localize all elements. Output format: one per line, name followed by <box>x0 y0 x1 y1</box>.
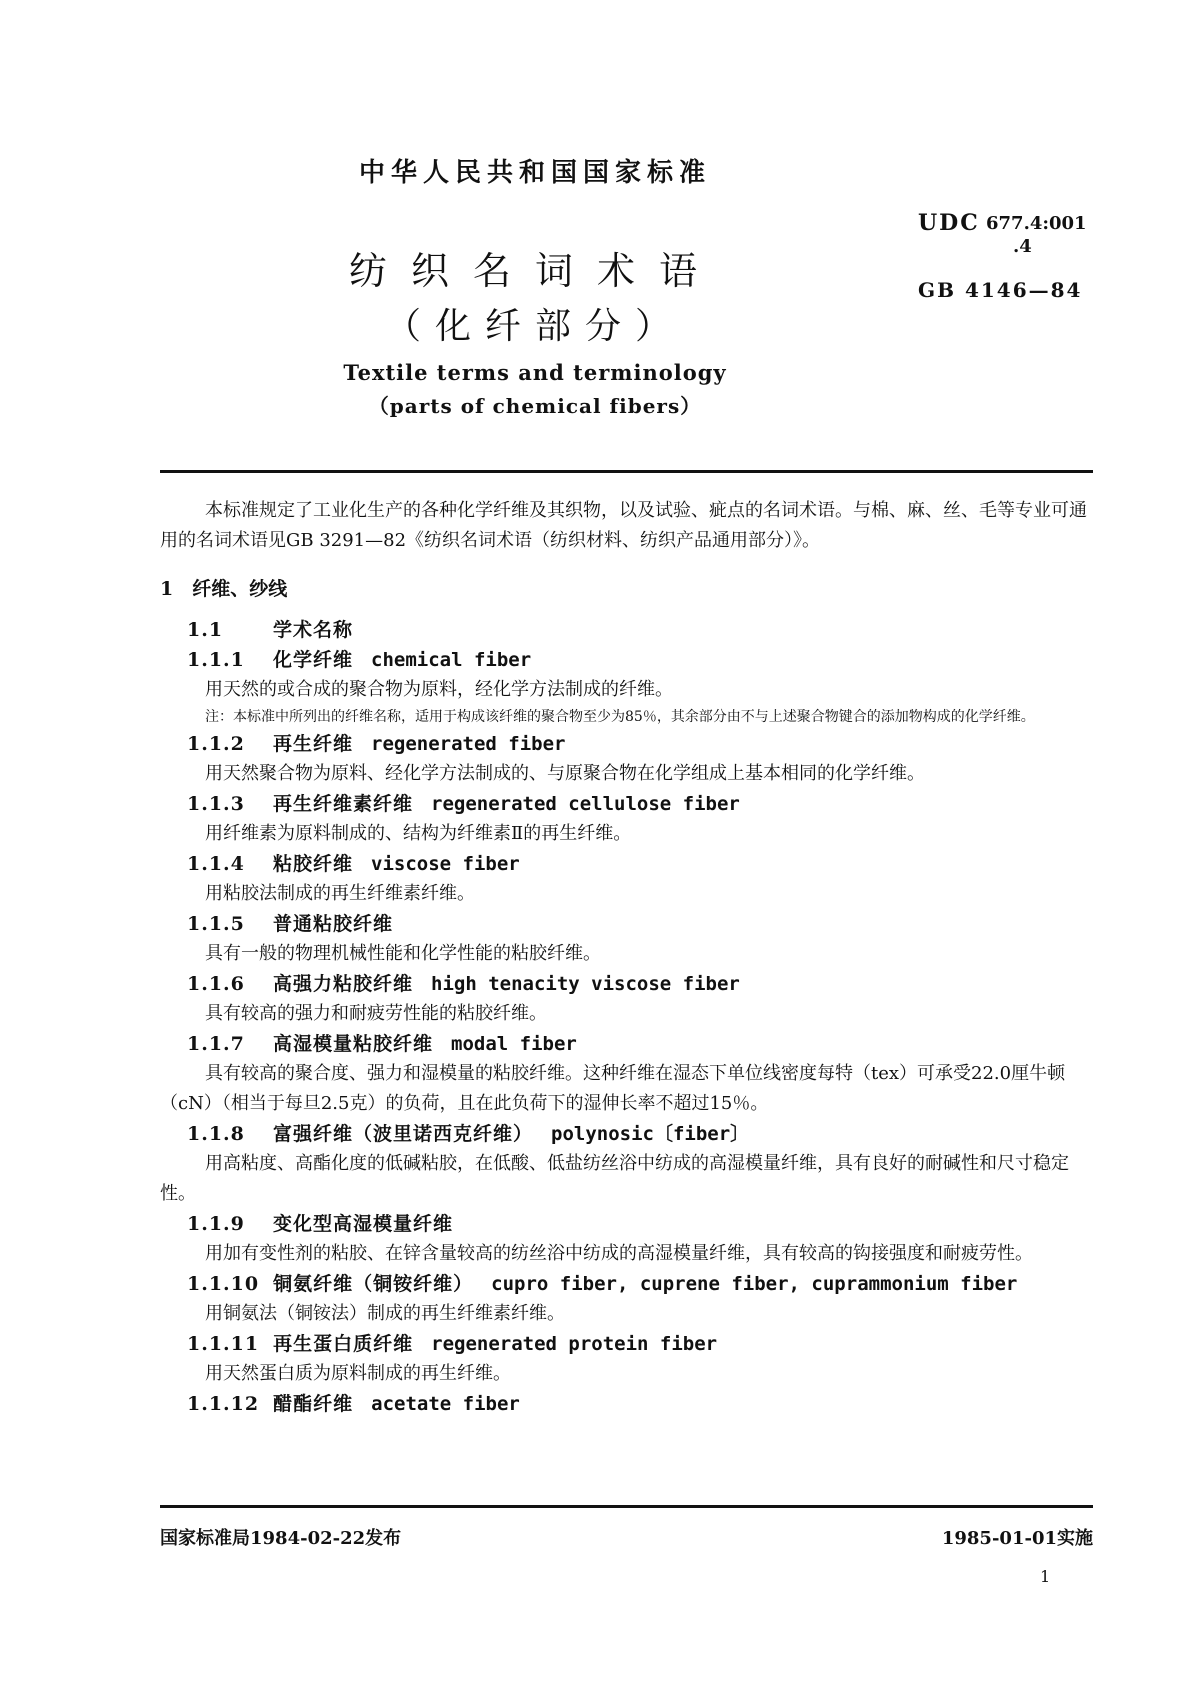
term-number: 1.1.11 <box>187 1333 260 1355</box>
term-definition: 用纤维素为原料制成的、结构为纤维素Ⅱ的再生纤维。 <box>205 823 632 844</box>
term-english: polynosic〔fiber〕 <box>551 1123 750 1145</box>
term-english: viscose fiber <box>371 853 520 875</box>
term-heading <box>187 1119 1095 1149</box>
term-chinese: 再生纤维素纤维 <box>273 793 414 815</box>
term-english: acetate fiber <box>371 1393 520 1415</box>
term-heading <box>187 1269 1095 1299</box>
term-heading <box>187 789 1095 819</box>
term-english: cupro fiber, cuprene fiber, cuprammonium fiber <box>491 1273 1018 1295</box>
term-english: regenerated protein fiber <box>431 1333 718 1355</box>
term-definition: 具有一般的物理机械性能和化学性能的粘胶纤维。 <box>205 943 601 964</box>
footer-divider <box>160 1505 1093 1508</box>
term-definition: 具有较高的聚合度、强力和湿模量的粘胶纤维。这种纤维在湿态下单位线密度每特（tex）可承受22.0厘牛顿（cN）（相当于每旦2.5克）的负荷，且在此负荷下的湿伸长率不超过15％。 <box>160 1063 1066 1114</box>
term-number: 1.1.6 <box>187 973 245 995</box>
term-english: regenerated fiber <box>371 733 566 755</box>
term-note: 注：本标准中所列出的纤维名称，适用于构成该纤维的聚合物至少为85％，其余部分由不与上述聚合物键合的添加物构成的化学纤维。 <box>205 709 1035 725</box>
term-number: 1.1.10 <box>187 1273 260 1295</box>
term-number: 1.1.5 <box>187 913 245 935</box>
term-number: 1.1.7 <box>187 1033 245 1055</box>
term-english: regenerated cellulose fiber <box>431 793 740 815</box>
term-definition: 用天然的或合成的聚合物为原料，经化学方法制成的纤维。 <box>205 679 673 700</box>
term-definition: 用高粘度、高酯化度的低碱粘胶，在低酸、低盐纺丝浴中纺成的高湿模量纤维，具有良好的耐碱性和尺寸稳定性。 <box>160 1153 1069 1204</box>
term-definition: 用铜氨法（铜铵法）制成的再生纤维素纤维。 <box>205 1303 565 1324</box>
term-number: 1.1 <box>187 619 224 641</box>
term-heading <box>187 615 1095 645</box>
term-chinese: 变化型高湿模量纤维 <box>273 1213 454 1235</box>
term-definition: 用天然聚合物为原料、经化学方法制成的、与原聚合物在化学组成上基本相同的化学纤维。 <box>205 763 925 784</box>
term-chinese: 粘胶纤维 <box>273 853 354 875</box>
term-chinese: 富强纤维（波里诺西克纤维） <box>273 1123 534 1145</box>
gb-code: GB 4146—84 <box>918 278 1083 302</box>
term-english: modal fiber <box>451 1033 577 1055</box>
term-heading <box>187 909 1095 939</box>
title-english: Textile terms and terminology <box>343 360 727 385</box>
subtitle-chinese: （化纤部分） <box>384 306 685 347</box>
term-english: high tenacity viscose fiber <box>431 973 740 995</box>
header-divider <box>160 470 1093 473</box>
term-definition: 用天然蛋白质为原料制成的再生纤维。 <box>205 1363 511 1384</box>
term-chinese: 醋酯纤维 <box>273 1393 354 1415</box>
effective-date: 1985-01-01实施 <box>941 1528 1093 1549</box>
term-heading <box>187 969 1095 999</box>
term-chinese: 学术名称 <box>273 619 354 641</box>
term-definition: 用粘胶法制成的再生纤维素纤维。 <box>205 883 475 904</box>
term-english: chemical fiber <box>371 649 532 671</box>
issue-date: 国家标准局1984-02-22发布 <box>160 1528 402 1549</box>
term-definition: 具有较高的强力和耐疲劳性能的粘胶纤维。 <box>205 1003 547 1024</box>
term-heading <box>187 1029 1095 1059</box>
term-chinese: 再生蛋白质纤维 <box>273 1333 414 1355</box>
term-chinese: 化学纤维 <box>273 649 354 671</box>
term-definition: 用加有变性剂的粘胶、在锌含量较高的纺丝浴中纺成的高湿模量纤维，具有较高的钩接强度和耐疲劳性。 <box>205 1243 1033 1264</box>
term-number: 1.1.9 <box>187 1213 245 1235</box>
term-number: 1.1.2 <box>187 733 245 755</box>
subtitle-english: （parts of chemical fibers） <box>368 394 702 418</box>
term-heading <box>187 645 1095 675</box>
term-list <box>160 615 1095 1419</box>
term-number: 1.1.1 <box>187 649 245 671</box>
term-chinese: 铜氨纤维（铜铵纤维） <box>273 1273 474 1295</box>
term-heading <box>187 729 1095 759</box>
udc-label: UDC <box>918 210 980 236</box>
page-number: 1 <box>1040 1567 1051 1586</box>
term-chinese: 高强力粘胶纤维 <box>273 973 414 995</box>
term-chinese: 普通粘胶纤维 <box>273 913 394 935</box>
intro-paragraph: 本标准规定了工业化生产的各种化学纤维及其织物，以及试验、疵点的名词术语。与棉、麻、丝、毛等专业可通用的名词术语见GB 3291—82《纺织名词术语（纺织材料、纺织产品通用部分）》。 <box>160 500 1087 551</box>
udc-code-continuation: .4 <box>1013 236 1032 257</box>
term-heading <box>187 849 1095 879</box>
udc-code: 677.4:001 <box>986 213 1087 234</box>
term-number: 1.1.12 <box>187 1393 260 1415</box>
term-number: 1.1.8 <box>187 1123 245 1145</box>
title-chinese: 纺织名词术语 <box>348 249 721 293</box>
term-heading <box>187 1389 1095 1419</box>
term-chinese: 高湿模量粘胶纤维 <box>273 1033 434 1055</box>
term-number: 1.1.3 <box>187 793 245 815</box>
term-heading <box>187 1209 1095 1239</box>
standard-name: 中华人民共和国国家标准 <box>358 158 711 188</box>
term-number: 1.1.4 <box>187 853 245 875</box>
term-heading <box>187 1329 1095 1359</box>
term-chinese: 再生纤维 <box>273 733 354 755</box>
section-heading: 1 纤维、纱线 <box>160 578 288 600</box>
